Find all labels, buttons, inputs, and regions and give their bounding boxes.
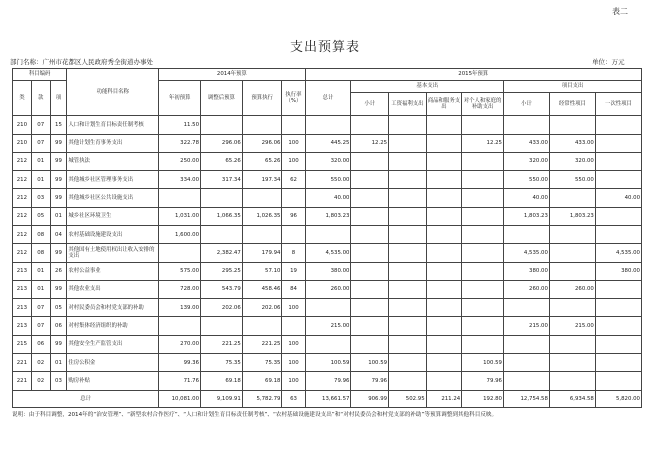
execution-cell [242,317,282,335]
one-time-project-cell [595,226,641,244]
project-subtotal-cell [503,372,549,390]
goods-services-cell [426,353,462,371]
total-wages-welfare: 502.95 [389,390,427,407]
total-recurring-project: 6,934.58 [549,390,595,407]
table-row [13,280,642,298]
table-row [13,244,642,262]
wages-welfare-cell [389,280,427,298]
total-execution-rate: 63 [282,390,305,407]
xiang-cell: 05 [50,299,67,317]
total-basic-subtotal: 906.99 [351,390,389,407]
kuan-cell: 07 [31,134,50,152]
xiang-cell: 03 [50,372,67,390]
basic-subtotal-header: 小计 [351,92,389,116]
table-row [13,262,642,280]
project-subtotal-cell: 380.00 [503,262,549,280]
subject-name-cell: 其他城乡社区管理事务支出 [67,171,159,189]
initial-budget-cell [159,317,201,335]
initial-budget-cell: 99.36 [159,353,201,371]
kuan-cell: 07 [31,299,50,317]
total-2015-cell [305,116,351,134]
execution-cell: 1,026.35 [242,207,282,225]
one-time-project-cell [595,280,641,298]
adjusted-budget-cell: 69.18 [201,372,243,390]
department-name: 部门名称：广州市花都区人民政府秀全街道办事处 [10,58,153,66]
goods-services-header: 商品和服务支出 [426,92,462,116]
subject-name-cell: 其他计划生育事务支出 [67,134,159,152]
individual-subsidy-cell [462,244,504,262]
execution-cell [242,189,282,207]
execution-rate-cell: 100 [282,353,305,371]
individual-subsidy-cell [462,116,504,134]
execution-cell: 221.25 [242,335,282,353]
project-subtotal-cell [503,116,549,134]
lei-cell: 221 [13,372,32,390]
basic-subtotal-cell [351,280,389,298]
table-row [13,353,642,371]
adjusted-budget-cell: 75.35 [201,353,243,371]
basic-subtotal-cell [351,244,389,262]
lei-cell: 210 [13,116,32,134]
one-time-project-cell [595,317,641,335]
total-2015-cell: 260.00 [305,280,351,298]
subject-name-cell: 其他农业支出 [67,280,159,298]
subject-name-cell: 对村集体经济组织的补助 [67,317,159,335]
wages-welfare-cell [389,335,427,353]
individual-subsidy-cell [462,317,504,335]
execution-cell: 179.94 [242,244,282,262]
initial-budget-cell: 139.00 [159,299,201,317]
project-subtotal-cell: 1,803.23 [503,207,549,225]
goods-services-cell [426,171,462,189]
adjusted-budget-cell: 295.25 [201,262,243,280]
adjusted-budget-cell: 317.34 [201,171,243,189]
one-time-project-cell [595,207,641,225]
subject-code-header: 科目编码 [13,69,67,81]
execution-rate-cell [282,317,305,335]
goods-services-cell [426,226,462,244]
total-2015-cell: 100.59 [305,353,351,371]
subject-name-cell: 住房公积金 [67,353,159,371]
kuan-cell: 02 [31,353,50,371]
individual-subsidy-cell: 12.25 [462,134,504,152]
wages-welfare-cell [389,299,427,317]
recurring-project-header: 经常性项目 [549,92,595,116]
recurring-project-cell: 260.00 [549,280,595,298]
project-subtotal-cell: 4,535.00 [503,244,549,262]
recurring-project-cell [549,116,595,134]
project-subtotal-cell [503,335,549,353]
subject-name-cell: 其他安全生产监管支出 [67,335,159,353]
wages-welfare-cell [389,134,427,152]
total-individual-subsidy: 192.80 [462,390,504,407]
one-time-project-cell [595,335,641,353]
total-label: 总计 [13,390,159,407]
subject-name-cell: 农村公益事业 [67,262,159,280]
execution-header: 预算执行 [242,80,282,116]
total-adjusted-budget: 9,109.91 [201,390,243,407]
execution-rate-header: 执行率（%） [282,80,305,116]
initial-budget-cell: 250.00 [159,152,201,170]
basic-subtotal-cell: 12.25 [351,134,389,152]
goods-services-cell [426,335,462,353]
wages-welfare-cell [389,171,427,189]
one-time-project-cell [595,171,641,189]
execution-cell [242,226,282,244]
lei-cell: 212 [13,171,32,189]
goods-services-cell [426,372,462,390]
initial-budget-cell: 728.00 [159,280,201,298]
table-row [13,134,642,152]
adjusted-budget-cell: 221.25 [201,335,243,353]
kuan-cell: 06 [31,335,50,353]
kuan-cell: 02 [31,372,50,390]
lei-cell: 213 [13,280,32,298]
one-time-project-cell: 4,535.00 [595,244,641,262]
subject-name-header: 功能科目名称 [67,69,159,116]
initial-budget-cell: 270.00 [159,335,201,353]
one-time-project-cell: 40.00 [595,189,641,207]
kuan-cell: 07 [31,116,50,134]
lei-cell: 212 [13,207,32,225]
individual-subsidy-header: 对个人和家庭的补助支出 [462,92,504,116]
goods-services-cell [426,189,462,207]
recurring-project-cell [549,299,595,317]
one-time-project-cell: 380.00 [595,262,641,280]
xiang-cell: 26 [50,262,67,280]
total-2015-cell: 40.00 [305,189,351,207]
lei-cell: 210 [13,134,32,152]
wages-welfare-cell [389,152,427,170]
recurring-project-cell [549,189,595,207]
execution-rate-cell: 100 [282,152,305,170]
project-subtotal-cell: 550.00 [503,171,549,189]
project-subtotal-cell: 260.00 [503,280,549,298]
execution-rate-cell: 100 [282,335,305,353]
total-2015-cell: 215.00 [305,317,351,335]
xiang-cell: 99 [50,152,67,170]
initial-budget-cell: 71.76 [159,372,201,390]
initial-budget-cell [159,189,201,207]
wages-welfare-cell [389,244,427,262]
project-subtotal-cell [503,299,549,317]
kuan-cell: 07 [31,317,50,335]
lei-cell: 213 [13,317,32,335]
project-subtotal-cell [503,353,549,371]
subject-name-cell: 购房补贴 [67,372,159,390]
wages-welfare-cell [389,207,427,225]
lei-cell: 212 [13,226,32,244]
footnote: 说明：由于科目调整，2014年的“治安管理”、“新型农村合作医疗”、“人口和计划生育目标责任制考核”、“农村基础设施建设支出”和“对村民委员会和村党支部的补助”等预算调整到其他科目反映。 [12,412,498,418]
total-2015-cell: 550.00 [305,171,351,189]
lei-cell: 221 [13,353,32,371]
basic-subtotal-cell [351,335,389,353]
execution-cell: 75.35 [242,353,282,371]
xiang-cell: 99 [50,189,67,207]
recurring-project-cell: 1,803.23 [549,207,595,225]
xiang-cell: 99 [50,244,67,262]
subject-name-cell: 对村民委员会和村党支部的补助 [67,299,159,317]
execution-cell: 57.10 [242,262,282,280]
basic-subtotal-cell [351,171,389,189]
recurring-project-cell [549,335,595,353]
project-subtotal-cell [503,226,549,244]
table-row [13,152,642,170]
individual-subsidy-cell [462,280,504,298]
adjusted-budget-header: 调整后预算 [201,80,243,116]
basic-subtotal-cell: 79.96 [351,372,389,390]
table-number: 表二 [612,7,628,16]
page-title: 支出预算表 [289,40,360,55]
initial-budget-cell: 1,031.00 [159,207,201,225]
recurring-project-cell: 433.00 [549,134,595,152]
kuan-cell: 01 [31,152,50,170]
recurring-project-cell: 320.00 [549,152,595,170]
execution-cell: 65.26 [242,152,282,170]
project-subtotal-cell: 320.00 [503,152,549,170]
recurring-project-cell: 550.00 [549,171,595,189]
budget-2014-header: 2014年预算 [159,69,305,81]
kuan-cell: 05 [31,207,50,225]
one-time-project-cell [595,116,641,134]
unit-label: 单位：万元 [592,58,625,66]
budget-2015-header: 2015年预算 [305,69,642,81]
individual-subsidy-cell [462,335,504,353]
adjusted-budget-cell: 202.06 [201,299,243,317]
goods-services-cell [426,207,462,225]
basic-subtotal-cell [351,299,389,317]
subject-name-cell: 其他城乡社区公共设施支出 [67,189,159,207]
kuan-cell: 08 [31,226,50,244]
execution-rate-cell [282,189,305,207]
goods-services-cell [426,244,462,262]
kuan-cell: 01 [31,262,50,280]
xiang-cell: 99 [50,335,67,353]
recurring-project-cell [549,262,595,280]
lei-cell: 213 [13,299,32,317]
execution-cell: 202.06 [242,299,282,317]
one-time-project-cell [595,353,641,371]
total-2015-cell: 380.00 [305,262,351,280]
basic-subtotal-cell [351,317,389,335]
initial-budget-cell: 1,600.00 [159,226,201,244]
one-time-project-cell [595,299,641,317]
goods-services-cell [426,134,462,152]
initial-budget-cell: 322.78 [159,134,201,152]
wages-welfare-cell [389,353,427,371]
total-2015-cell: 320.00 [305,152,351,170]
project-subtotal-cell: 433.00 [503,134,549,152]
subject-name-cell: 城管执法 [67,152,159,170]
table-row [13,299,642,317]
adjusted-budget-cell: 543.79 [201,280,243,298]
xiang-cell: 01 [50,207,67,225]
individual-subsidy-cell [462,189,504,207]
total-execution: 5,782.79 [242,390,282,407]
basic-subtotal-cell [351,189,389,207]
initial-budget-cell: 11.50 [159,116,201,134]
execution-rate-cell [282,226,305,244]
execution-cell: 296.06 [242,134,282,152]
goods-services-cell [426,280,462,298]
table-row [13,207,642,225]
table-row [13,189,642,207]
recurring-project-cell [549,372,595,390]
goods-services-cell [426,262,462,280]
subject-name-cell: 人口和计划生育目标责任制考核 [67,116,159,134]
recurring-project-cell: 215.00 [549,317,595,335]
one-time-project-header: 一次性项目 [595,92,641,116]
xiang-cell: 99 [50,280,67,298]
individual-subsidy-cell: 100.59 [462,353,504,371]
table-row [13,116,642,134]
xiang-cell: 06 [50,317,67,335]
wages-welfare-cell [389,262,427,280]
xiang-cell: 99 [50,134,67,152]
table-row [13,317,642,335]
adjusted-budget-cell: 65.26 [201,152,243,170]
subject-name-cell: 城乡社区环境卫生 [67,207,159,225]
wages-welfare-cell [389,317,427,335]
wages-welfare-cell [389,116,427,134]
execution-rate-cell: 84 [282,280,305,298]
xiang-cell: 04 [50,226,67,244]
execution-rate-cell: 62 [282,171,305,189]
execution-rate-cell [282,116,305,134]
wages-welfare-cell [389,189,427,207]
total-goods-services: 211.24 [426,390,462,407]
individual-subsidy-cell [462,152,504,170]
one-time-project-cell [595,134,641,152]
adjusted-budget-cell [201,226,243,244]
one-time-project-cell [595,372,641,390]
individual-subsidy-cell: 79.96 [462,372,504,390]
basic-subtotal-cell [351,262,389,280]
execution-rate-cell: 100 [282,299,305,317]
execution-rate-cell: 100 [282,134,305,152]
goods-services-cell [426,116,462,134]
individual-subsidy-cell [462,262,504,280]
goods-services-cell [426,299,462,317]
total-2015-cell: 4,535.00 [305,244,351,262]
table-row [13,335,642,353]
individual-subsidy-cell [462,207,504,225]
kuan-cell: 03 [31,189,50,207]
project-subtotal-header: 小计 [503,92,549,116]
project-subtotal-cell: 215.00 [503,317,549,335]
wages-welfare-cell [389,372,427,390]
recurring-project-cell [549,353,595,371]
xiang-header: 项 [50,80,67,116]
individual-subsidy-cell [462,171,504,189]
total-row [13,390,642,407]
total-project-subtotal: 12,754.58 [503,390,549,407]
budget-table [12,68,642,408]
lei-cell: 212 [13,189,32,207]
basic-subtotal-cell [351,116,389,134]
lei-header: 类 [13,80,32,116]
wages-welfare-header: 工资福利支出 [389,92,427,116]
xiang-cell: 99 [50,171,67,189]
lei-cell: 213 [13,262,32,280]
xiang-cell: 15 [50,116,67,134]
subject-name-cell: 农村基础设施建设支出 [67,226,159,244]
total-2015-total: 13,661.57 [305,390,351,407]
total-2015-cell [305,226,351,244]
lei-cell: 215 [13,335,32,353]
total-2015-cell [305,299,351,317]
adjusted-budget-cell [201,116,243,134]
kuan-header: 款 [31,80,50,116]
one-time-project-cell [595,152,641,170]
basic-subtotal-cell: 100.59 [351,353,389,371]
goods-services-cell [426,317,462,335]
execution-rate-cell: 19 [282,262,305,280]
adjusted-budget-cell [201,189,243,207]
table-row [13,372,642,390]
table-row [13,171,642,189]
table-row [13,226,642,244]
total-one-time-project: 5,820.00 [595,390,641,407]
individual-subsidy-cell [462,299,504,317]
initial-budget-cell: 575.00 [159,262,201,280]
execution-rate-cell: 96 [282,207,305,225]
total-2015-header: 总计 [305,80,351,116]
project-subtotal-cell: 40.00 [503,189,549,207]
lei-cell: 212 [13,152,32,170]
adjusted-budget-cell: 2,382.47 [201,244,243,262]
total-initial-budget: 10,081.00 [159,390,201,407]
subject-name-cell: 其他国有土地使用权出让收入安排的支出 [67,244,159,262]
initial-budget-cell: 334.00 [159,171,201,189]
total-2015-cell [305,335,351,353]
adjusted-budget-cell: 296.06 [201,134,243,152]
initial-budget-cell [159,244,201,262]
basic-subtotal-cell [351,207,389,225]
xiang-cell: 01 [50,353,67,371]
basic-expenditure-header: 基本支出 [351,80,504,92]
lei-cell: 212 [13,244,32,262]
adjusted-budget-cell: 1,066.35 [201,207,243,225]
goods-services-cell [426,152,462,170]
execution-cell: 458.46 [242,280,282,298]
kuan-cell: 01 [31,280,50,298]
total-2015-cell: 79.96 [305,372,351,390]
basic-subtotal-cell [351,152,389,170]
adjusted-budget-cell [201,317,243,335]
basic-subtotal-cell [351,226,389,244]
kuan-cell: 01 [31,171,50,189]
recurring-project-cell [549,226,595,244]
recurring-project-cell [549,244,595,262]
execution-cell: 197.34 [242,171,282,189]
individual-subsidy-cell [462,226,504,244]
kuan-cell: 08 [31,244,50,262]
execution-cell: 69.18 [242,372,282,390]
wages-welfare-cell [389,226,427,244]
initial-budget-header: 年初预算 [159,80,201,116]
total-2015-cell: 1,803.23 [305,207,351,225]
execution-rate-cell: 8 [282,244,305,262]
project-expenditure-header: 项目支出 [503,80,641,92]
execution-rate-cell: 100 [282,372,305,390]
execution-cell [242,116,282,134]
total-2015-cell: 445.25 [305,134,351,152]
